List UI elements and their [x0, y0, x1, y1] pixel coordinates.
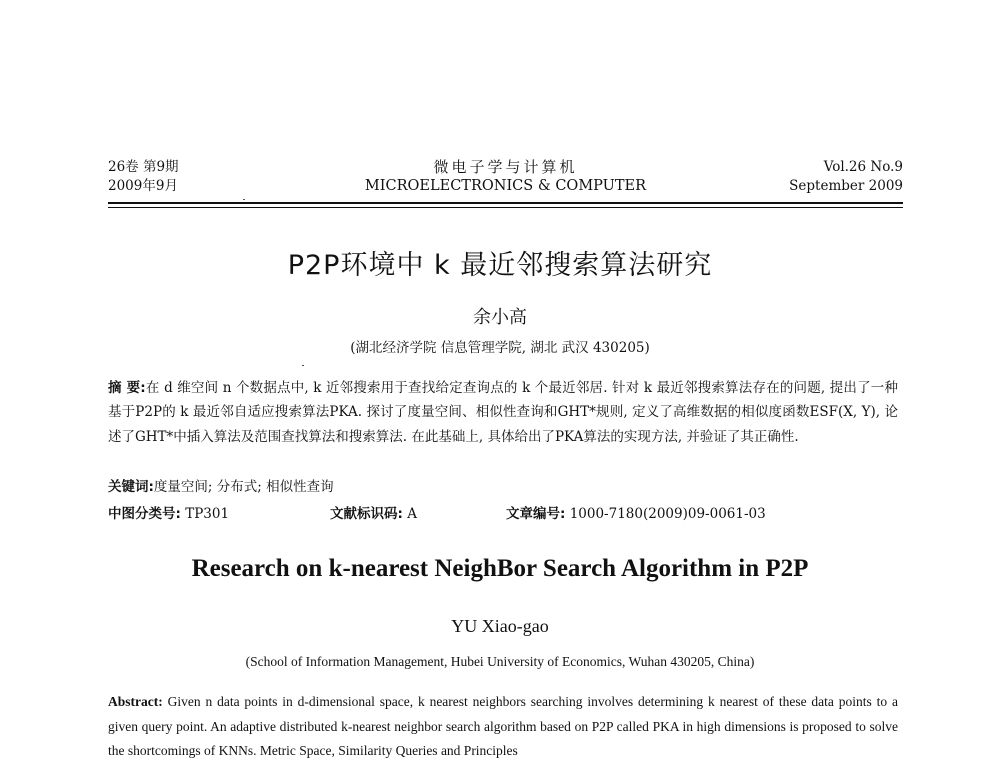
header-volume-info [789, 158, 903, 196]
keywords-cn [108, 476, 898, 498]
header-date-en: September 2009 [789, 178, 903, 194]
author-en: YU Xiao-gao [451, 616, 549, 636]
affiliation-en: (School of Information Management, Hubei University of Economics, Wuhan 430205, China) [245, 654, 755, 669]
affiliation-cn: (湖北经济学院 信息管理学院, 湖北 武汉 430205) [350, 340, 650, 356]
clc-label: 中图分类号: [108, 506, 181, 522]
clc-number [108, 503, 229, 525]
header-rule-thick [108, 202, 903, 204]
scan-speck [302, 365, 304, 366]
header-journal-name [108, 158, 903, 196]
document-code [330, 503, 417, 525]
author-cn: 余小高 [473, 307, 527, 328]
abstract-label-en: Abstract: [108, 694, 163, 709]
paper-title-en: Research on k-nearest NeighBor Search Algorithm in P2P [191, 555, 809, 582]
abstract-cn [108, 376, 898, 449]
header-journal-name-en: MICROELECTRONICS & COMPUTER [364, 178, 647, 194]
abstract-label-cn: 摘 要: [108, 380, 146, 396]
paper-title-cn: P2P环境中 k 最近邻搜索算法研究 [287, 250, 713, 281]
scan-speck [243, 199, 245, 200]
abstract-en [108, 690, 898, 764]
header-volume-issue-en: Vol.26 No.9 [823, 159, 903, 175]
journal-header [108, 158, 903, 198]
header-date-cn: 2009年9月 [108, 178, 178, 194]
keywords-text-cn: 度量空间; 分布式; 相似性查询 [153, 479, 334, 495]
article-number-label: 文章编号: [506, 506, 566, 522]
keywords-label-cn: 关键词: [108, 479, 154, 495]
clc-value: TP301 [185, 506, 230, 522]
abstract-text-en: Given n data points in d-dimensional space, k nearest neighbors searching involves determining k nearest of these data points to a given query point. An adaptive distributed k-nearest neighbor search algorithm based on P2P called PKA in high dimensions is proposed to solve the shortcomings of KNNs. Metric Space, Similarity Queries and Principles [108, 694, 898, 758]
article-number [506, 503, 766, 525]
document-code-label: 文献标识码: [330, 506, 403, 522]
document-code-value: A [407, 506, 417, 522]
header-rule-thin [108, 207, 903, 208]
article-number-value: 1000-7180(2009)09-0061-03 [569, 506, 766, 522]
header-journal-name-cn: 微电子学与计算机 [433, 158, 578, 176]
abstract-text-cn: 在 d 维空间 n 个数据点中, k 近邻搜索用于查找给定查询点的 k 个最近邻居. 针对 k 最近邻搜索算法存在的问题, 提出了一种基于P2P的 k 最近邻自适应搜索算法PKA. 探讨了度量空间、相似性查询和GHT*规则, 定义了高维数据的相似度函数ESF(X, Y), 论述了GHT*中插入算法及范围查找算法和搜索算法. 在此基础上, 具体给出了PKA算法的实现方法, 并验证了其正确性. [108, 380, 898, 445]
header-volume-issue-cn: 26卷 第9期 [108, 159, 179, 175]
classification-line [108, 503, 898, 525]
